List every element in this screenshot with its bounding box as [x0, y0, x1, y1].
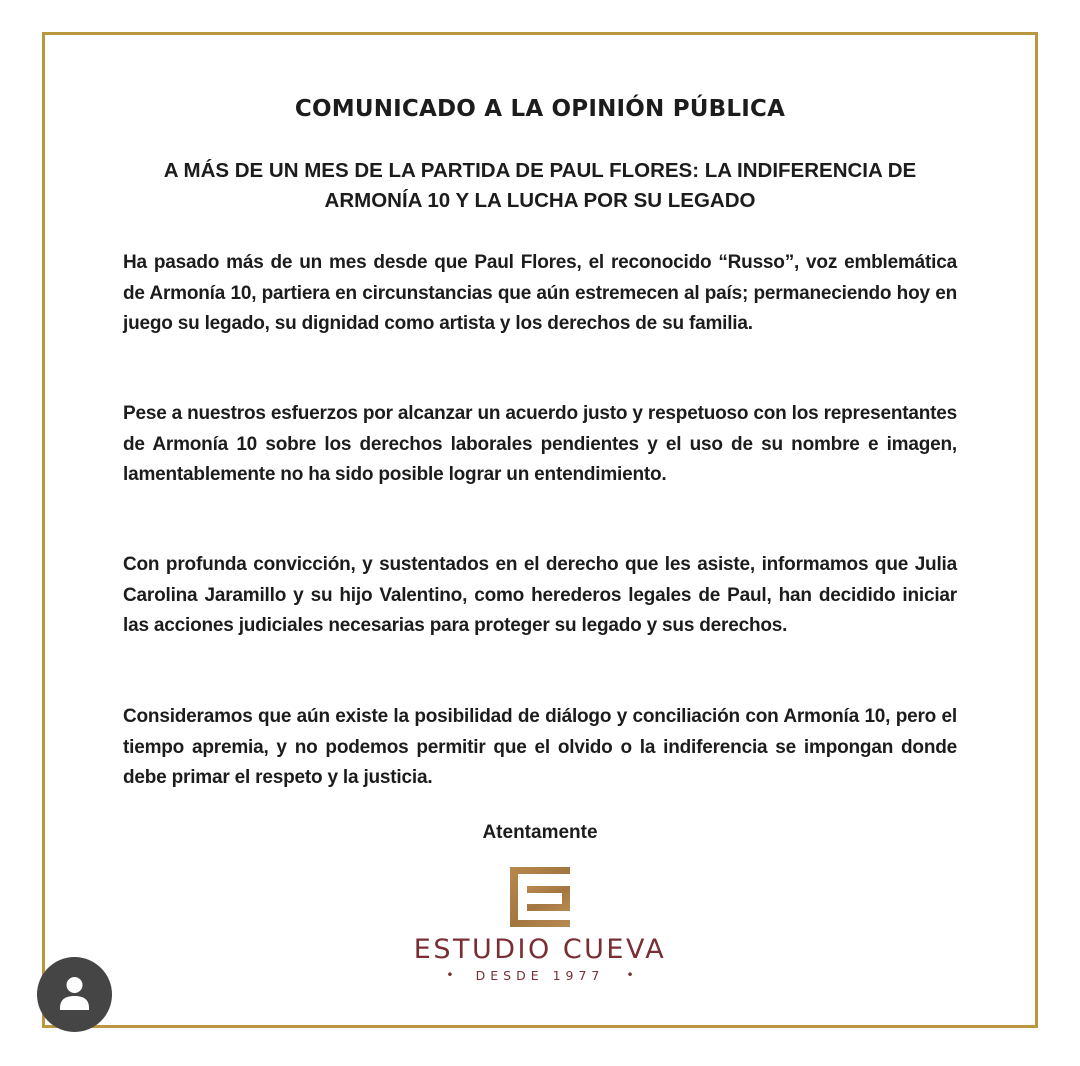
paragraph-1: Ha pasado más de un mes desde que Paul Flores, el reconocido “Russo”, voz emblemática de Armonía 10, partiera en circunstancias que aún estremecen al país; permaneciendo hoy en juego su legado, su dignidad como artista y los derechos de su familia.: [123, 252, 957, 334]
brand-tagline: [0, 968, 1080, 983]
document-title: COMUNICADO A LA OPINIÓN PÚBLICA: [294, 96, 786, 122]
brand-name: ESTUDIO CUEVA: [413, 934, 667, 965]
user-profile-button[interactable]: [37, 957, 112, 1032]
estudio-cueva-logo-icon: [510, 867, 570, 927]
user-profile-icon: [57, 975, 92, 1013]
closing-salutation: Atentamente: [482, 822, 598, 843]
paragraph-2: Pese a nuestros esfuerzos por alcanzar un acuerdo justo y respetuoso con los representantes de Armonía 10 sobre los derechos laborales pendientes y el uso de su nombre e imagen, lamentablemente no ha sido posible lograr un entendimiento.: [123, 403, 957, 485]
tagline-text: DESDE 1977: [475, 968, 605, 983]
tagline-dot-right: •: [626, 967, 634, 982]
tagline-dot-left: •: [446, 967, 454, 982]
paragraph-3: Con profunda convicción, y sustentados en el derecho que les asiste, informamos que Julia Carolina Jaramillo y su hijo Valentino, como herederos legales de Paul, han decidido iniciar las acciones judiciales necesarias para proteger su legado y sus derechos.: [123, 554, 957, 636]
paragraph-4: Consideramos que aún existe la posibilidad de diálogo y conciliación con Armonía 10, pero el tiempo apremia, y no podemos permitir que el olvido o la indiferencia se impongan donde debe primar el respeto y la justicia.: [123, 706, 957, 788]
document-subtitle: A MÁS DE UN MES DE LA PARTIDA DE PAUL FLORES: LA INDIFERENCIA DE ARMONÍA 10 Y LA LUCHA POR SU LEGADO: [163, 159, 917, 212]
